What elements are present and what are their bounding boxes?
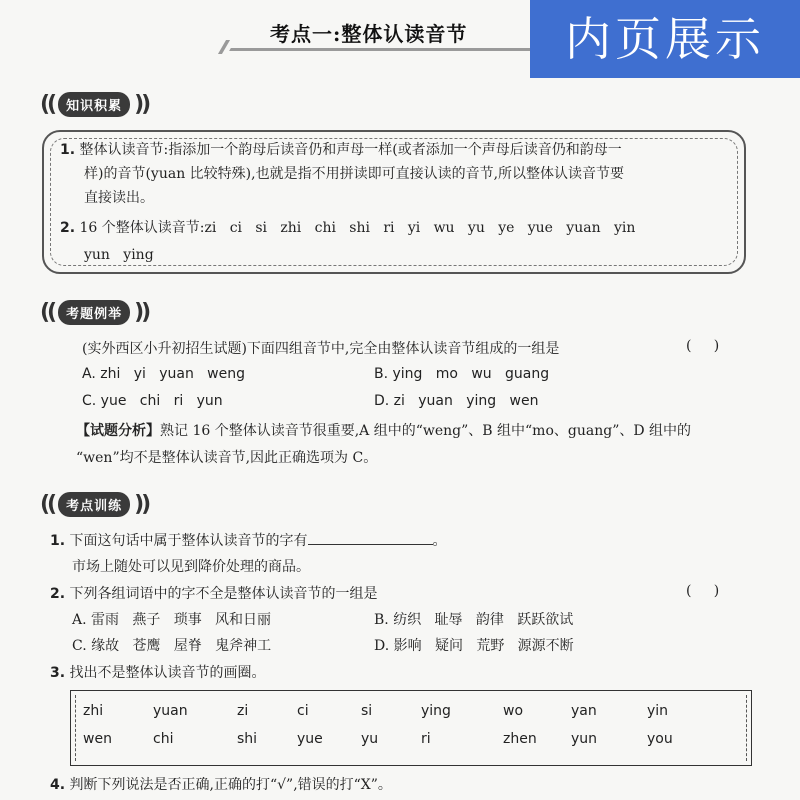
pinyin-item[interactable]: yu	[361, 731, 379, 747]
section-training-label	[40, 490, 148, 518]
question-3	[50, 662, 266, 682]
question-1	[50, 530, 447, 550]
question-4	[50, 774, 392, 794]
pinyin-item[interactable]: zhen	[503, 731, 537, 747]
section-knowledge-label	[40, 90, 148, 118]
item-number: 2.	[60, 220, 76, 236]
pinyin-item[interactable]: wo	[503, 703, 524, 719]
question-text: 下列各组词语中的字不全是整体认读音节的一组是	[69, 586, 378, 602]
pinyin-item[interactable]: wen	[83, 731, 112, 747]
question-text: 找出不是整体认读音节的画圈。	[69, 665, 266, 681]
knowledge-text: yun ying	[84, 247, 154, 263]
bracket-icon: ))	[134, 299, 149, 325]
pinyin-item[interactable]: shi	[237, 731, 258, 747]
question-number: 4.	[50, 777, 66, 793]
option-b: B. 纺织 耻辱 韵律 跃跃欲试	[374, 612, 574, 628]
pinyin-item[interactable]: yan	[571, 703, 597, 719]
question-number: 1.	[50, 533, 66, 549]
section-example-title: 考题例举	[58, 300, 130, 325]
bracket-icon: ))	[134, 91, 149, 117]
option-a: A. 雷雨 燕子 琐事 风和日丽	[72, 612, 272, 628]
pinyin-item[interactable]: chi	[153, 731, 174, 747]
section-knowledge-title: 知识积累	[58, 92, 130, 117]
knowledge-item-1	[60, 138, 622, 162]
question-sentence: 市场上随处可以见到降价处理的商品。	[72, 559, 310, 575]
pinyin-table	[70, 690, 752, 766]
pinyin-item[interactable]: ri	[421, 731, 431, 747]
bracket-icon: ((	[40, 491, 55, 517]
answer-paren: ( )	[686, 338, 720, 354]
page-title: 考点一:整体认读音节	[270, 22, 468, 46]
pinyin-item[interactable]: you	[647, 731, 673, 747]
bracket-icon: ((	[40, 299, 55, 325]
pinyin-item[interactable]: yue	[297, 731, 323, 747]
option-d: D. 影响 疑问 荒野 源源不断	[374, 638, 574, 654]
title-decoration	[218, 40, 230, 54]
option-c: C. 缘故 苍鹰 屋脊 鬼斧神工	[72, 638, 272, 654]
option-a: A. zhi yi yuan weng	[82, 366, 246, 382]
inner-page-badge: 内页展示	[530, 0, 800, 78]
analysis-label: 【试题分析】	[76, 423, 160, 439]
pinyin-item[interactable]: yuan	[153, 703, 188, 719]
knowledge-text: 整体认读音节:指添加一个韵母后读音仍和声母一样(或者添加一个声母后读音仍和韵母一	[79, 142, 622, 158]
question-text: 下面这句话中属于整体认读音节的字有	[69, 533, 308, 549]
knowledge-text: 样)的音节(yuan 比较特殊),也就是指不用拼读即可直接认读的音节,所以整体认读音节要	[84, 166, 625, 182]
bracket-icon: ))	[134, 491, 149, 517]
question-text: 判断下列说法是否正确,正确的打“√”,错误的打“X”。	[69, 777, 392, 793]
section-training-title: 考点训练	[58, 492, 130, 517]
option-c: C. yue chi ri yun	[82, 393, 223, 409]
knowledge-text: 16 个整体认读音节:zi ci si zhi chi shi ri yi wu yu ye yue yuan yin	[79, 220, 636, 236]
question-number: 3.	[50, 665, 66, 681]
pinyin-item[interactable]: zi	[237, 703, 249, 719]
question-number: 2.	[50, 586, 66, 602]
pinyin-item[interactable]: ci	[297, 703, 309, 719]
answer-paren: ( )	[686, 583, 720, 599]
question-text: 。	[432, 533, 447, 549]
answer-blank[interactable]	[308, 530, 433, 545]
item-number: 1.	[60, 142, 76, 158]
question-2	[50, 583, 378, 603]
example-question: (实外西区小升初招生试题)下面四组音节中,完全由整体认读音节组成的一组是	[82, 341, 560, 357]
pinyin-item[interactable]: yin	[647, 703, 669, 719]
option-d: D. zi yuan ying wen	[374, 393, 539, 409]
analysis-text: “wen”均不是整体认读音节,因此正确选项为 C。	[76, 450, 378, 466]
bracket-icon: ((	[40, 91, 55, 117]
option-b: B. ying mo wu guang	[374, 366, 550, 382]
knowledge-item-2	[60, 216, 635, 240]
pinyin-item[interactable]: yun	[571, 731, 598, 747]
knowledge-text: 直接读出。	[84, 190, 154, 206]
pinyin-item[interactable]: zhi	[83, 703, 104, 719]
section-example-label	[40, 298, 148, 326]
pinyin-item[interactable]: si	[361, 703, 373, 719]
analysis-line-1	[76, 420, 691, 440]
analysis-text: 熟记 16 个整体认读音节很重要,A 组中的“weng”、B 组中“mo、guang”、D 组中的	[160, 423, 692, 439]
title-underline	[229, 48, 551, 51]
pinyin-item[interactable]: ying	[421, 703, 451, 719]
